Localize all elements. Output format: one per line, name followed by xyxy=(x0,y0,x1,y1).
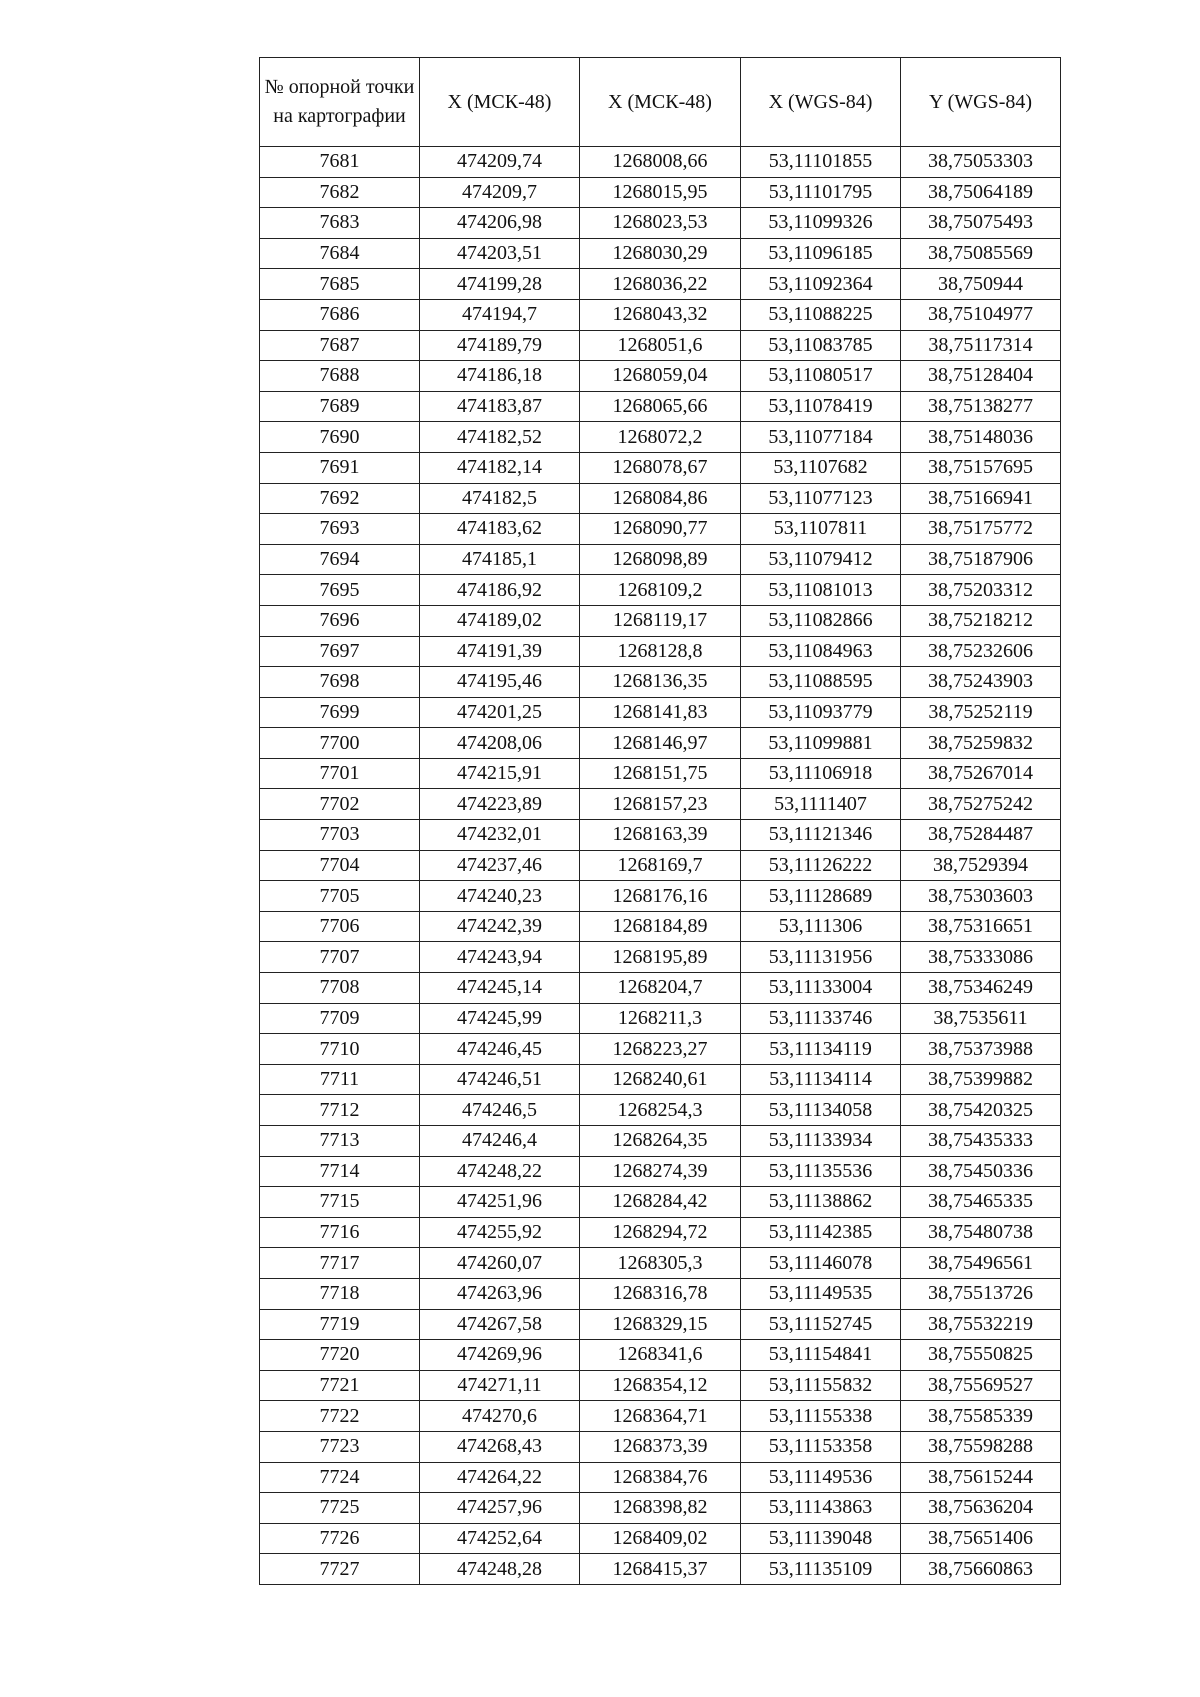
cell-x-msk48: 474209,74 xyxy=(420,147,580,178)
cell-point-number: 7712 xyxy=(260,1095,420,1126)
cell-x-msk48-second: 1268409,02 xyxy=(580,1523,741,1554)
table-row xyxy=(260,238,1061,269)
cell-x-wgs84: 53,11088225 xyxy=(741,299,901,330)
cell-x-msk48-second: 1268084,86 xyxy=(580,483,741,514)
cell-x-msk48-second: 1268015,95 xyxy=(580,177,741,208)
cell-x-msk48-second: 1268119,17 xyxy=(580,605,741,636)
table-row xyxy=(260,575,1061,606)
cell-y-wgs84: 38,75128404 xyxy=(901,361,1061,392)
cell-y-wgs84: 38,75203312 xyxy=(901,575,1061,606)
cell-y-wgs84: 38,75465335 xyxy=(901,1187,1061,1218)
cell-x-wgs84: 53,11080517 xyxy=(741,361,901,392)
cell-x-msk48: 474186,92 xyxy=(420,575,580,606)
cell-point-number: 7700 xyxy=(260,728,420,759)
table-row xyxy=(260,514,1061,545)
cell-x-msk48-second: 1268043,32 xyxy=(580,299,741,330)
cell-x-msk48-second: 1268098,89 xyxy=(580,544,741,575)
cell-x-wgs84: 53,11149535 xyxy=(741,1278,901,1309)
table-row xyxy=(260,1156,1061,1187)
cell-x-msk48-second: 1268364,71 xyxy=(580,1401,741,1432)
cell-y-wgs84: 38,75480738 xyxy=(901,1217,1061,1248)
table-row xyxy=(260,1187,1061,1218)
cell-x-msk48: 474232,01 xyxy=(420,820,580,851)
table-row xyxy=(260,1340,1061,1371)
cell-x-wgs84: 53,11078419 xyxy=(741,391,901,422)
cell-y-wgs84: 38,75346249 xyxy=(901,973,1061,1004)
cell-point-number: 7685 xyxy=(260,269,420,300)
cell-x-wgs84: 53,11134058 xyxy=(741,1095,901,1126)
cell-y-wgs84: 38,75104977 xyxy=(901,299,1061,330)
cell-x-msk48: 474243,94 xyxy=(420,942,580,973)
cell-x-msk48-second: 1268151,75 xyxy=(580,758,741,789)
cell-x-msk48-second: 1268065,66 xyxy=(580,391,741,422)
cell-x-msk48-second: 1268157,23 xyxy=(580,789,741,820)
table-row xyxy=(260,911,1061,942)
cell-y-wgs84: 38,75316651 xyxy=(901,911,1061,942)
table-row xyxy=(260,1401,1061,1432)
table-row xyxy=(260,177,1061,208)
cell-x-msk48-second: 1268023,53 xyxy=(580,208,741,239)
table-row xyxy=(260,973,1061,1004)
cell-x-msk48-second: 1268354,12 xyxy=(580,1370,741,1401)
cell-x-wgs84: 53,11133746 xyxy=(741,1003,901,1034)
cell-x-wgs84: 53,11131956 xyxy=(741,942,901,973)
cell-point-number: 7727 xyxy=(260,1554,420,1585)
cell-x-msk48-second: 1268284,42 xyxy=(580,1187,741,1218)
table-row xyxy=(260,1064,1061,1095)
cell-x-msk48: 474269,96 xyxy=(420,1340,580,1371)
cell-x-wgs84: 53,11121346 xyxy=(741,820,901,851)
cell-x-msk48-second: 1268195,89 xyxy=(580,942,741,973)
cell-x-msk48-second: 1268398,82 xyxy=(580,1493,741,1524)
cell-y-wgs84: 38,75218212 xyxy=(901,605,1061,636)
cell-x-msk48: 474248,28 xyxy=(420,1554,580,1585)
cell-point-number: 7702 xyxy=(260,789,420,820)
cell-x-msk48: 474246,51 xyxy=(420,1064,580,1095)
cell-x-wgs84: 53,11106918 xyxy=(741,758,901,789)
cell-x-wgs84: 53,11083785 xyxy=(741,330,901,361)
cell-x-wgs84: 53,11133934 xyxy=(741,1126,901,1157)
cell-x-msk48: 474242,39 xyxy=(420,911,580,942)
cell-point-number: 7694 xyxy=(260,544,420,575)
cell-x-wgs84: 53,1107682 xyxy=(741,452,901,483)
cell-point-number: 7718 xyxy=(260,1278,420,1309)
cell-point-number: 7696 xyxy=(260,605,420,636)
cell-point-number: 7704 xyxy=(260,850,420,881)
cell-y-wgs84: 38,75651406 xyxy=(901,1523,1061,1554)
cell-point-number: 7686 xyxy=(260,299,420,330)
cell-x-msk48: 474183,62 xyxy=(420,514,580,545)
cell-point-number: 7681 xyxy=(260,147,420,178)
table-row xyxy=(260,452,1061,483)
table-row xyxy=(260,1217,1061,1248)
cell-x-msk48: 474270,6 xyxy=(420,1401,580,1432)
cell-point-number: 7708 xyxy=(260,973,420,1004)
table-row xyxy=(260,1493,1061,1524)
cell-point-number: 7710 xyxy=(260,1034,420,1065)
cell-x-wgs84: 53,1111407 xyxy=(741,789,901,820)
cell-x-wgs84: 53,11155338 xyxy=(741,1401,901,1432)
cell-point-number: 7714 xyxy=(260,1156,420,1187)
table-row xyxy=(260,1462,1061,1493)
cell-x-wgs84: 53,11135536 xyxy=(741,1156,901,1187)
header-point-number: № опорной точки на картографии xyxy=(260,58,420,147)
cell-x-wgs84: 53,11093779 xyxy=(741,697,901,728)
table-row xyxy=(260,728,1061,759)
cell-x-msk48: 474223,89 xyxy=(420,789,580,820)
cell-y-wgs84: 38,75435333 xyxy=(901,1126,1061,1157)
table-row xyxy=(260,483,1061,514)
cell-x-wgs84: 53,11143863 xyxy=(741,1493,901,1524)
cell-x-msk48-second: 1268036,22 xyxy=(580,269,741,300)
cell-x-msk48-second: 1268146,97 xyxy=(580,728,741,759)
cell-x-wgs84: 53,11138862 xyxy=(741,1187,901,1218)
cell-y-wgs84: 38,75660863 xyxy=(901,1554,1061,1585)
cell-x-msk48: 474264,22 xyxy=(420,1462,580,1493)
cell-x-msk48-second: 1268030,29 xyxy=(580,238,741,269)
table-row xyxy=(260,1034,1061,1065)
cell-y-wgs84: 38,7535611 xyxy=(901,1003,1061,1034)
table-row xyxy=(260,1431,1061,1462)
table-row xyxy=(260,330,1061,361)
cell-y-wgs84: 38,75064189 xyxy=(901,177,1061,208)
cell-x-wgs84: 53,11088595 xyxy=(741,667,901,698)
cell-x-msk48-second: 1268274,39 xyxy=(580,1156,741,1187)
cell-point-number: 7706 xyxy=(260,911,420,942)
cell-point-number: 7688 xyxy=(260,361,420,392)
cell-x-msk48: 474194,7 xyxy=(420,299,580,330)
cell-x-wgs84: 53,11099326 xyxy=(741,208,901,239)
cell-point-number: 7683 xyxy=(260,208,420,239)
table-row xyxy=(260,789,1061,820)
table-row xyxy=(260,697,1061,728)
cell-y-wgs84: 38,75420325 xyxy=(901,1095,1061,1126)
cell-x-wgs84: 53,11082866 xyxy=(741,605,901,636)
cell-x-msk48: 474209,7 xyxy=(420,177,580,208)
cell-x-msk48-second: 1268264,35 xyxy=(580,1126,741,1157)
cell-x-wgs84: 53,11134114 xyxy=(741,1064,901,1095)
cell-y-wgs84: 38,75275242 xyxy=(901,789,1061,820)
table-row xyxy=(260,942,1061,973)
cell-x-wgs84: 53,11081013 xyxy=(741,575,901,606)
cell-point-number: 7684 xyxy=(260,238,420,269)
cell-point-number: 7707 xyxy=(260,942,420,973)
cell-x-msk48-second: 1268316,78 xyxy=(580,1278,741,1309)
table-row xyxy=(260,1370,1061,1401)
cell-point-number: 7709 xyxy=(260,1003,420,1034)
cell-point-number: 7722 xyxy=(260,1401,420,1432)
cell-y-wgs84: 38,75636204 xyxy=(901,1493,1061,1524)
table-row xyxy=(260,667,1061,698)
cell-x-msk48: 474199,28 xyxy=(420,269,580,300)
cell-y-wgs84: 38,75232606 xyxy=(901,636,1061,667)
cell-point-number: 7699 xyxy=(260,697,420,728)
cell-x-msk48: 474182,14 xyxy=(420,452,580,483)
cell-y-wgs84: 38,75513726 xyxy=(901,1278,1061,1309)
cell-x-msk48: 474248,22 xyxy=(420,1156,580,1187)
cell-point-number: 7693 xyxy=(260,514,420,545)
cell-y-wgs84: 38,75243903 xyxy=(901,667,1061,698)
cell-y-wgs84: 38,75175772 xyxy=(901,514,1061,545)
table-row xyxy=(260,1523,1061,1554)
cell-y-wgs84: 38,7529394 xyxy=(901,850,1061,881)
cell-x-msk48-second: 1268204,7 xyxy=(580,973,741,1004)
cell-x-msk48: 474240,23 xyxy=(420,881,580,912)
cell-x-msk48-second: 1268136,35 xyxy=(580,667,741,698)
cell-y-wgs84: 38,75187906 xyxy=(901,544,1061,575)
cell-x-msk48: 474245,99 xyxy=(420,1003,580,1034)
cell-x-wgs84: 53,11101855 xyxy=(741,147,901,178)
cell-x-msk48: 474206,98 xyxy=(420,208,580,239)
cell-x-msk48: 474246,5 xyxy=(420,1095,580,1126)
cell-x-msk48-second: 1268305,3 xyxy=(580,1248,741,1279)
cell-x-wgs84: 53,11077123 xyxy=(741,483,901,514)
cell-x-msk48-second: 1268341,6 xyxy=(580,1340,741,1371)
cell-x-msk48-second: 1268090,77 xyxy=(580,514,741,545)
cell-point-number: 7723 xyxy=(260,1431,420,1462)
cell-x-wgs84: 53,11126222 xyxy=(741,850,901,881)
cell-x-msk48: 474201,25 xyxy=(420,697,580,728)
cell-x-msk48: 474251,96 xyxy=(420,1187,580,1218)
cell-x-wgs84: 53,111306 xyxy=(741,911,901,942)
cell-y-wgs84: 38,75267014 xyxy=(901,758,1061,789)
cell-point-number: 7695 xyxy=(260,575,420,606)
cell-x-msk48-second: 1268059,04 xyxy=(580,361,741,392)
cell-y-wgs84: 38,75373988 xyxy=(901,1034,1061,1065)
cell-x-msk48-second: 1268384,76 xyxy=(580,1462,741,1493)
cell-x-wgs84: 53,11128689 xyxy=(741,881,901,912)
cell-point-number: 7717 xyxy=(260,1248,420,1279)
cell-x-wgs84: 53,11079412 xyxy=(741,544,901,575)
cell-x-wgs84: 53,11149536 xyxy=(741,1462,901,1493)
cell-point-number: 7701 xyxy=(260,758,420,789)
header-row xyxy=(260,58,1061,147)
cell-point-number: 7705 xyxy=(260,881,420,912)
cell-x-msk48: 474246,4 xyxy=(420,1126,580,1157)
header-x-msk48: X (МСК-48) xyxy=(420,58,580,147)
cell-point-number: 7689 xyxy=(260,391,420,422)
header-x-wgs84: X (WGS-84) xyxy=(741,58,901,147)
cell-point-number: 7724 xyxy=(260,1462,420,1493)
cell-x-wgs84: 53,1107811 xyxy=(741,514,901,545)
cell-point-number: 7716 xyxy=(260,1217,420,1248)
table-row xyxy=(260,1554,1061,1585)
cell-x-wgs84: 53,11084963 xyxy=(741,636,901,667)
cell-x-msk48: 474237,46 xyxy=(420,850,580,881)
cell-x-msk48-second: 1268008,66 xyxy=(580,147,741,178)
cell-x-msk48: 474245,14 xyxy=(420,973,580,1004)
cell-x-msk48: 474195,46 xyxy=(420,667,580,698)
cell-x-wgs84: 53,11092364 xyxy=(741,269,901,300)
cell-x-msk48: 474203,51 xyxy=(420,238,580,269)
cell-x-msk48: 474191,39 xyxy=(420,636,580,667)
cell-x-msk48-second: 1268329,15 xyxy=(580,1309,741,1340)
cell-x-msk48: 474182,5 xyxy=(420,483,580,514)
cell-x-msk48: 474263,96 xyxy=(420,1278,580,1309)
cell-y-wgs84: 38,750944 xyxy=(901,269,1061,300)
table-row xyxy=(260,269,1061,300)
cell-x-wgs84: 53,11099881 xyxy=(741,728,901,759)
cell-x-msk48-second: 1268211,3 xyxy=(580,1003,741,1034)
cell-y-wgs84: 38,75085569 xyxy=(901,238,1061,269)
cell-x-msk48-second: 1268109,2 xyxy=(580,575,741,606)
table-row xyxy=(260,208,1061,239)
cell-y-wgs84: 38,75569527 xyxy=(901,1370,1061,1401)
table-row xyxy=(260,361,1061,392)
cell-x-wgs84: 53,11142385 xyxy=(741,1217,901,1248)
table-row xyxy=(260,1095,1061,1126)
cell-point-number: 7690 xyxy=(260,422,420,453)
table-row xyxy=(260,422,1061,453)
cell-y-wgs84: 38,75053303 xyxy=(901,147,1061,178)
cell-x-msk48: 474252,64 xyxy=(420,1523,580,1554)
cell-point-number: 7715 xyxy=(260,1187,420,1218)
cell-x-msk48-second: 1268078,67 xyxy=(580,452,741,483)
cell-x-msk48-second: 1268163,39 xyxy=(580,820,741,851)
cell-y-wgs84: 38,75138277 xyxy=(901,391,1061,422)
cell-x-msk48: 474257,96 xyxy=(420,1493,580,1524)
table-row xyxy=(260,636,1061,667)
cell-y-wgs84: 38,75399882 xyxy=(901,1064,1061,1095)
cell-x-msk48: 474260,07 xyxy=(420,1248,580,1279)
cell-x-wgs84: 53,11152745 xyxy=(741,1309,901,1340)
table-row xyxy=(260,1278,1061,1309)
table-row xyxy=(260,1003,1061,1034)
table-row xyxy=(260,1309,1061,1340)
cell-x-msk48: 474189,79 xyxy=(420,330,580,361)
cell-point-number: 7721 xyxy=(260,1370,420,1401)
cell-point-number: 7682 xyxy=(260,177,420,208)
cell-y-wgs84: 38,75252119 xyxy=(901,697,1061,728)
cell-x-wgs84: 53,11101795 xyxy=(741,177,901,208)
cell-x-msk48-second: 1268294,72 xyxy=(580,1217,741,1248)
cell-point-number: 7725 xyxy=(260,1493,420,1524)
cell-point-number: 7726 xyxy=(260,1523,420,1554)
header-y-wgs84: Y (WGS-84) xyxy=(901,58,1061,147)
cell-x-wgs84: 53,11134119 xyxy=(741,1034,901,1065)
table-row xyxy=(260,391,1061,422)
cell-y-wgs84: 38,75075493 xyxy=(901,208,1061,239)
cell-y-wgs84: 38,75585339 xyxy=(901,1401,1061,1432)
table-row xyxy=(260,758,1061,789)
cell-y-wgs84: 38,75333086 xyxy=(901,942,1061,973)
table-row xyxy=(260,299,1061,330)
cell-y-wgs84: 38,75166941 xyxy=(901,483,1061,514)
table-row xyxy=(260,850,1061,881)
table-row xyxy=(260,605,1061,636)
cell-x-wgs84: 53,11096185 xyxy=(741,238,901,269)
table-row xyxy=(260,1248,1061,1279)
cell-y-wgs84: 38,75450336 xyxy=(901,1156,1061,1187)
table-row xyxy=(260,147,1061,178)
cell-y-wgs84: 38,75148036 xyxy=(901,422,1061,453)
cell-x-wgs84: 53,11146078 xyxy=(741,1248,901,1279)
cell-x-msk48: 474182,52 xyxy=(420,422,580,453)
cell-point-number: 7720 xyxy=(260,1340,420,1371)
cell-point-number: 7719 xyxy=(260,1309,420,1340)
cell-y-wgs84: 38,75615244 xyxy=(901,1462,1061,1493)
cell-point-number: 7691 xyxy=(260,452,420,483)
cell-x-msk48: 474215,91 xyxy=(420,758,580,789)
cell-x-msk48: 474208,06 xyxy=(420,728,580,759)
cell-x-msk48: 474271,11 xyxy=(420,1370,580,1401)
cell-point-number: 7698 xyxy=(260,667,420,698)
cell-y-wgs84: 38,75532219 xyxy=(901,1309,1061,1340)
table-row xyxy=(260,1126,1061,1157)
cell-x-msk48-second: 1268223,27 xyxy=(580,1034,741,1065)
cell-y-wgs84: 38,75259832 xyxy=(901,728,1061,759)
cell-point-number: 7687 xyxy=(260,330,420,361)
table-body xyxy=(260,147,1061,1585)
cell-x-msk48-second: 1268176,16 xyxy=(580,881,741,912)
cell-x-msk48-second: 1268141,83 xyxy=(580,697,741,728)
cell-x-wgs84: 53,11154841 xyxy=(741,1340,901,1371)
cell-y-wgs84: 38,75598288 xyxy=(901,1431,1061,1462)
table-row xyxy=(260,881,1061,912)
cell-x-msk48: 474246,45 xyxy=(420,1034,580,1065)
cell-x-msk48: 474267,58 xyxy=(420,1309,580,1340)
cell-x-msk48-second: 1268373,39 xyxy=(580,1431,741,1462)
cell-x-msk48: 474255,92 xyxy=(420,1217,580,1248)
cell-x-msk48: 474186,18 xyxy=(420,361,580,392)
cell-y-wgs84: 38,75117314 xyxy=(901,330,1061,361)
cell-x-msk48-second: 1268051,6 xyxy=(580,330,741,361)
cell-x-msk48-second: 1268184,89 xyxy=(580,911,741,942)
cell-x-msk48-second: 1268169,7 xyxy=(580,850,741,881)
coordinates-table xyxy=(259,57,1061,1585)
cell-x-msk48: 474185,1 xyxy=(420,544,580,575)
cell-x-msk48-second: 1268415,37 xyxy=(580,1554,741,1585)
cell-x-wgs84: 53,11155832 xyxy=(741,1370,901,1401)
cell-x-msk48-second: 1268072,2 xyxy=(580,422,741,453)
cell-x-wgs84: 53,11153358 xyxy=(741,1431,901,1462)
cell-x-msk48-second: 1268128,8 xyxy=(580,636,741,667)
cell-x-wgs84: 53,11077184 xyxy=(741,422,901,453)
cell-x-wgs84: 53,11135109 xyxy=(741,1554,901,1585)
cell-y-wgs84: 38,75284487 xyxy=(901,820,1061,851)
cell-point-number: 7697 xyxy=(260,636,420,667)
cell-point-number: 7711 xyxy=(260,1064,420,1095)
cell-x-msk48: 474268,43 xyxy=(420,1431,580,1462)
cell-x-msk48: 474189,02 xyxy=(420,605,580,636)
cell-point-number: 7692 xyxy=(260,483,420,514)
table-row xyxy=(260,544,1061,575)
cell-y-wgs84: 38,75303603 xyxy=(901,881,1061,912)
cell-y-wgs84: 38,75496561 xyxy=(901,1248,1061,1279)
header-x-msk48-second: X (МСК-48) xyxy=(580,58,741,147)
cell-x-msk48-second: 1268240,61 xyxy=(580,1064,741,1095)
cell-x-wgs84: 53,11133004 xyxy=(741,973,901,1004)
cell-point-number: 7713 xyxy=(260,1126,420,1157)
table-row xyxy=(260,820,1061,851)
cell-point-number: 7703 xyxy=(260,820,420,851)
cell-x-wgs84: 53,11139048 xyxy=(741,1523,901,1554)
cell-x-msk48: 474183,87 xyxy=(420,391,580,422)
cell-x-msk48-second: 1268254,3 xyxy=(580,1095,741,1126)
table-header xyxy=(260,58,1061,147)
cell-y-wgs84: 38,75550825 xyxy=(901,1340,1061,1371)
cell-y-wgs84: 38,75157695 xyxy=(901,452,1061,483)
